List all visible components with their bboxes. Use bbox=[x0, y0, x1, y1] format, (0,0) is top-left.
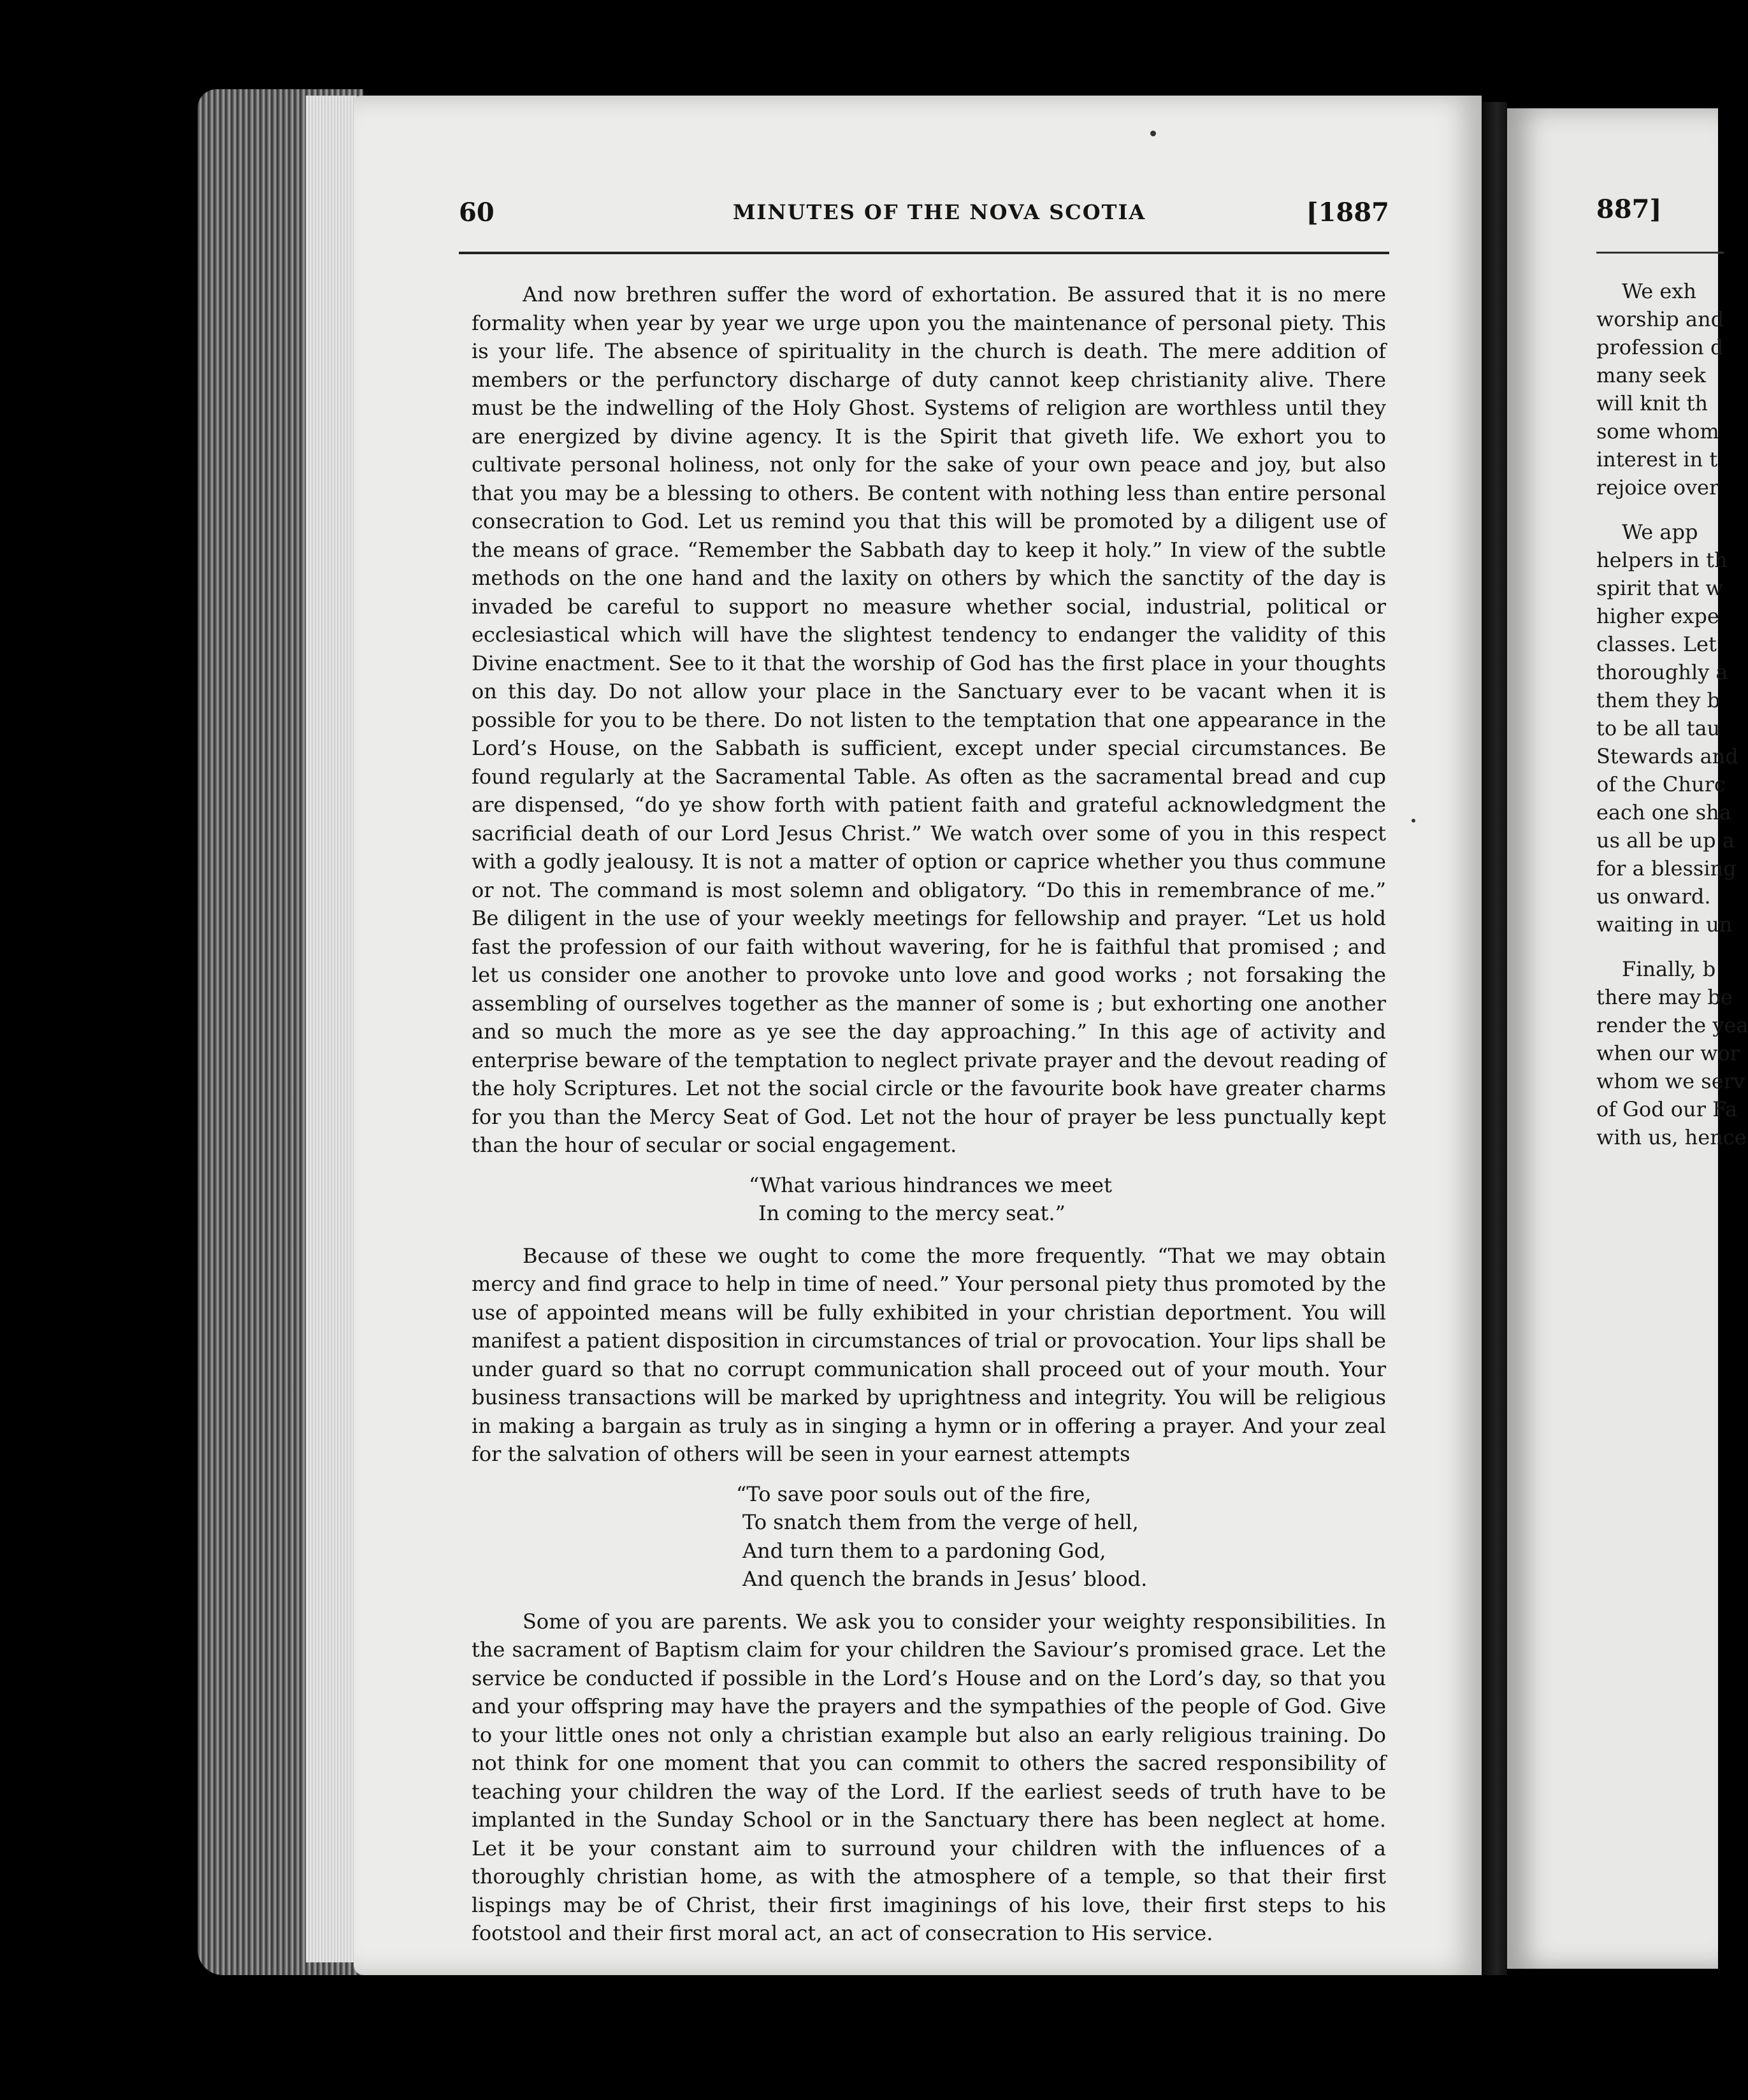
right-page-line: of the Churc bbox=[1596, 772, 1726, 796]
right-page-line: profession d bbox=[1596, 335, 1724, 359]
right-page-line: We exh bbox=[1622, 279, 1696, 303]
right-header-rule bbox=[1596, 252, 1724, 254]
right-page-line: rejoice over bbox=[1596, 475, 1719, 500]
right-page bbox=[1507, 108, 1748, 1969]
book-gutter bbox=[1482, 102, 1507, 1975]
right-page-line: worship and bbox=[1596, 307, 1724, 331]
hymn-quote-2 bbox=[472, 1480, 1386, 1593]
left-page-body bbox=[472, 280, 1386, 1948]
book-page-edges-inner bbox=[306, 96, 357, 1962]
verse-line: “What various hindrances we meet bbox=[749, 1172, 1112, 1197]
right-page-year: 887] bbox=[1596, 194, 1662, 224]
right-page-line: for a blessing bbox=[1596, 856, 1737, 881]
left-page-header bbox=[459, 198, 1389, 229]
verse-line: And quench the brands in Jesus’ blood. bbox=[742, 1567, 1148, 1591]
paragraph-gap bbox=[1596, 501, 1724, 518]
right-page-line: spirit that w bbox=[1596, 576, 1723, 600]
right-page-line: to be all tau bbox=[1596, 716, 1721, 740]
page-number: 60 bbox=[459, 198, 495, 227]
right-page-line: will knit th bbox=[1596, 391, 1708, 415]
ink-speck bbox=[1412, 819, 1415, 823]
right-page-line: us all be up a bbox=[1596, 828, 1735, 852]
header-year: [1887 bbox=[1306, 198, 1389, 227]
header-rule bbox=[459, 252, 1389, 254]
right-page-line: render the yea bbox=[1596, 1013, 1748, 1037]
paragraph-exhortation: And now brethren suffer the word of exhortation. Be assured that it is no mere formality when year by year we urge upon you the maintenance of personal piety. This is your life. The absence of spirituality in the church is death. The mere addition of members or the perfunctory discharge of duty cannot keep christianity alive. There must be the indwelling of the Holy Ghost. Systems of religion are worthless until they are energized by divine agency. It is the Spirit that giveth life. We exhort you to cultivate personal holiness, not only for the sake of your own peace and joy, but also that you may be a blessing to others. Be content with nothing less than entire personal consecration to God. Let us remind you that this will be promoted by a diligent use of the means of grace. “Remember the Sabbath day to keep it holy.” In view of the subtle methods on the one hand and the laxity on others by which the sanctity of the day is invaded be careful to support no measure whether social, industrial, political or ecclesiastical which will have the slightest tendency to endanger the validity of this Divine enactment. See to it that the worship of God has the first place in your thoughts on this day. Do not allow your place in the Sanctuary ever to be vacant when it is possible for you to be there. Do not listen to the temptation that one appearance in the Lord’s House, on the Sabbath is sufficient, except under special circumstances. Be found regularly at the Sacramental Table. As often as the sacramental bread and cup are dispensed, “do ye show forth with patient faith and grateful acknowledgment the sacrificial death of our Lord Jesus Christ.” We watch over some of you in this respect with a godly jealousy. It is not a matter of option or caprice whether you thus commune or not. The command is most solemn and obligatory. “Do this in remembrance of me.” Be diligent in the use of your weekly meetings for fellowship and prayer. “Let us hold fast the profession of our faith without wavering, for he is faithful that promised ; and let us consider one another to provoke unto love and good works ; not forsaking the assembling of ourselves together as the manner of some is ; but exhorting one another and so much the more as ye see the day approaching.” In this age of activity and enterprise beware of the temptation to neglect private prayer and the devout reading of the holy Scriptures. Let not the social circle or the favourite book have greater charms for you than the Mercy Seat of God. Let not the hour of prayer be less punctually kept than the hour of secular or social engagement. bbox=[472, 282, 1386, 1157]
hymn-quote-1 bbox=[472, 1171, 1386, 1228]
right-page-line: higher expe bbox=[1596, 604, 1719, 628]
right-page-line: Finally, b bbox=[1622, 957, 1716, 981]
ink-speck bbox=[1150, 131, 1156, 136]
verse-line: In coming to the mercy seat.” bbox=[758, 1201, 1065, 1225]
right-page-line: waiting in un bbox=[1596, 912, 1733, 937]
right-page-line: us onward. bbox=[1596, 884, 1711, 909]
right-page-line: whom we serv bbox=[1596, 1069, 1745, 1093]
right-page-line: Stewards and bbox=[1596, 744, 1738, 768]
right-page-line: each one sha bbox=[1596, 800, 1731, 824]
verse-line: “To save poor souls out of the fire, bbox=[736, 1481, 1092, 1506]
verse-line: And turn them to a pardoning God, bbox=[742, 1538, 1106, 1563]
running-title: MINUTES OF THE NOVA SCOTIA bbox=[733, 200, 1146, 224]
right-page-line: of God our Fa bbox=[1596, 1097, 1738, 1121]
right-page-line: helpers in th bbox=[1596, 548, 1728, 572]
right-page-line: classes. Let bbox=[1596, 632, 1717, 656]
paragraph-piety: Because of these we ought to come the more frequently. “That we may obtain mercy and find grace to help in time of need.” Your personal piety thus promoted by the use of appointed means will be fully exhibited in your christian deportment. You will manifest a patient disposition in circumstances of trial or provocation. Your lips shall be under guard so that no corrupt communication shall proceed out of your mouth. Your business transactions will be marked by uprightness and integrity. You will be religious in making a bargain as truly as in singing a hymn or in offering a prayer. And your zeal for the salvation of others will be seen in your earnest attempts bbox=[472, 1243, 1386, 1466]
right-page-line: there may be bbox=[1596, 985, 1733, 1009]
right-page-line: some whom bbox=[1596, 419, 1719, 443]
right-page-line: thoroughly a bbox=[1596, 660, 1728, 684]
paragraph-gap bbox=[1596, 939, 1724, 955]
verse-line: To snatch them from the verge of hell, bbox=[742, 1510, 1139, 1534]
right-page-line: with us, hence bbox=[1596, 1125, 1747, 1149]
right-page-line: when our wor bbox=[1596, 1041, 1740, 1065]
right-page-text bbox=[1596, 277, 1748, 1151]
right-page-line: them they b bbox=[1596, 688, 1721, 712]
paragraph-parents: Some of you are parents. We ask you to consider your weighty responsibilities. In the sacrament of Baptism claim for your children the Saviour’s promised grace. Let the service be conducted if possible in the Lord’s House and on the Lord’s day, so that you and your offspring may have the prayers and the sympathies of the people of God. Give to your little ones not only a christian example but also an early religious training. Do not think for one moment that you can commit to others the sacred responsibility of teaching your children the way of the Lord. If the earliest seeds of truth have to be implanted in the Sunday School or in the Sanctuary there has been neglect at home. Let it be your constant aim to surround your children with the influences of a thoroughly christian home, as with the atmosphere of a temple, so that their first lispings may be of Christ, their first imaginings of his love, their first steps to his footstool and their first moral act, an act of consecration to His service. bbox=[472, 1609, 1386, 1945]
right-page-line: interest in t bbox=[1596, 447, 1718, 471]
right-page-line: many seek bbox=[1596, 363, 1706, 387]
right-page-line: We app bbox=[1622, 520, 1698, 544]
